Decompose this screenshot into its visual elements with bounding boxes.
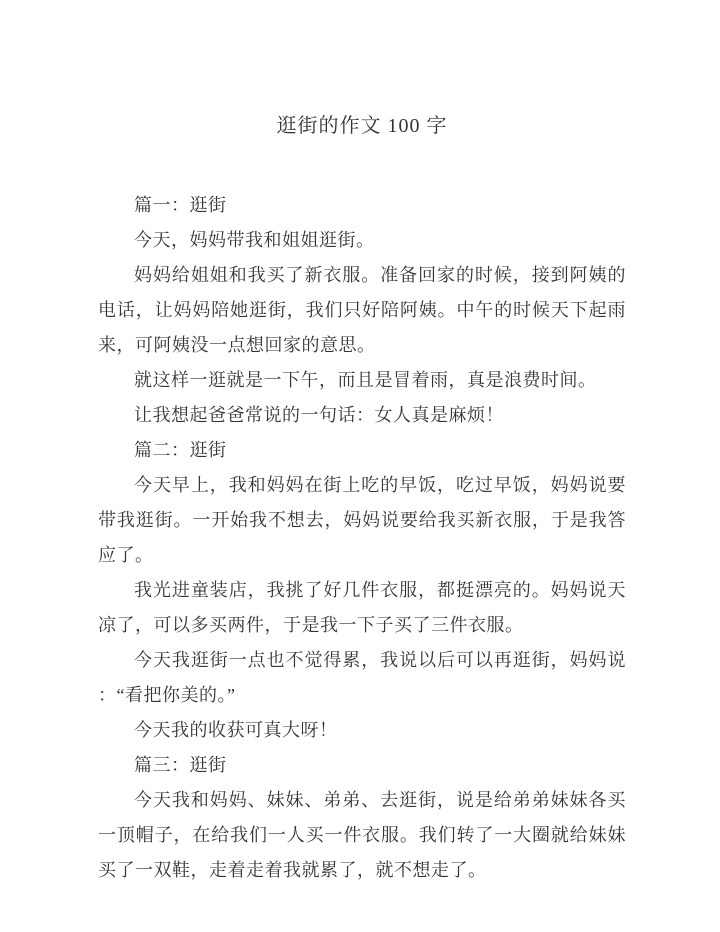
paragraph: 今天我逛街一点也不觉得累，我说以后可以再逛街，妈妈说：“看把你美的。” [98, 650, 626, 705]
document-title: 逛街的作文 100 字 [276, 115, 448, 137]
paragraph: 篇一：逛街 [134, 195, 227, 215]
paragraph: 妈妈给姐姐和我买了新衣服。准备回家的时候，接到阿姨的电话，让妈妈陪她逛街，我们只好陪阿姨。中午的时候天下起雨来，可阿姨没一点想回家的意思。 [98, 265, 626, 355]
paragraph: 今天我的收获可真大呀！ [134, 720, 338, 740]
paragraph: 让我想起爸爸常说的一句话：女人真是麻烦！ [134, 405, 504, 425]
paragraph: 就这样一逛就是一下午，而且是冒着雨，真是浪费时间。 [134, 370, 597, 390]
document-body [98, 188, 626, 888]
paragraph: 今天，妈妈带我和姐姐逛街。 [134, 230, 375, 250]
paragraph: 我光进童装店，我挑了好几件衣服，都挺漂亮的。妈妈说天凉了，可以多买两件，于是我一下子买了三件衣服。 [98, 580, 626, 635]
paragraph: 今天我和妈妈、妹妹、弟弟、去逛街，说是给弟弟妹妹各买一顶帽子，在给我们一人买一件衣服。我们转了一大圈就给妹妹买了一双鞋，走着走着我就累了，就不想走了。 [98, 790, 626, 880]
paragraph: 今天早上，我和妈妈在街上吃的早饭，吃过早饭，妈妈说要带我逛街。一开始我不想去，妈妈说要给我买新衣服，于是我答应了。 [98, 475, 626, 565]
paragraph: 篇二：逛街 [134, 440, 227, 460]
paragraph: 篇三：逛街 [134, 755, 227, 775]
